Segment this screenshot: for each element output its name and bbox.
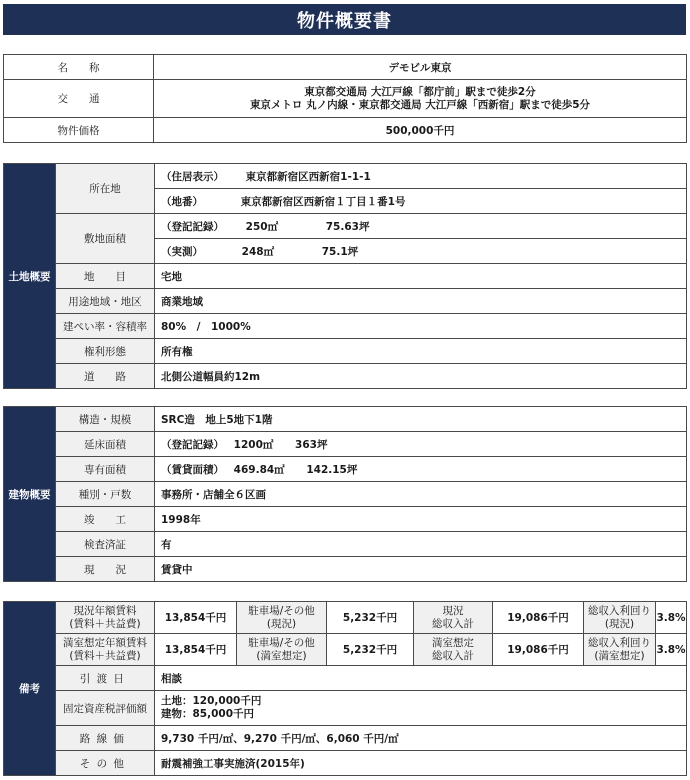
current-rent-label xyxy=(56,602,155,634)
full-income-label xyxy=(414,634,493,666)
other-value: 耐震補強工事実施済(2015年) xyxy=(155,751,687,776)
delivery-label-text: 引渡日 xyxy=(79,672,131,685)
road-label: 道 路 xyxy=(56,364,155,389)
status-label: 現 況 xyxy=(56,557,155,582)
exclusive-tag: （賃貸面積） xyxy=(161,463,224,476)
current-parking-label xyxy=(237,602,327,634)
access-label: 交 通 xyxy=(4,80,154,118)
full-yield-label-line2: (満室想定) xyxy=(594,649,645,662)
full-parking-value: 5,232千円 xyxy=(327,634,414,666)
remarks-table xyxy=(3,601,687,776)
ratio-label: 建ぺい率・容積率 xyxy=(56,314,155,339)
current-income-value: 19,086千円 xyxy=(493,602,584,634)
current-yield-value: 3.8% xyxy=(656,602,687,634)
status-value: 賃貸中 xyxy=(155,557,687,582)
full-rent-label xyxy=(56,634,155,666)
remarks-section-header: 備考 xyxy=(4,602,56,776)
address-value: 東京都新宿区西新宿1-1-1 xyxy=(245,170,371,183)
tax-label: 固定資産税評価額 xyxy=(56,691,155,726)
lot-tag: （地番） xyxy=(161,195,203,208)
tax-building: 建物：85,000千円 xyxy=(161,708,255,720)
access-value xyxy=(154,80,687,118)
name-label: 名 称 xyxy=(4,55,154,80)
land-section-header: 土地概要 xyxy=(4,164,56,389)
land-category-label: 地 目 xyxy=(56,264,155,289)
completed-value: 1998年 xyxy=(155,507,687,532)
registered-tsubo: 75.63坪 xyxy=(325,220,370,233)
floor-area-label: 延床面積 xyxy=(56,432,155,457)
full-income-label-line2: 総収入計 xyxy=(432,649,474,662)
full-yield-label-line1: 総収入利回り xyxy=(588,636,651,649)
rights-value: 所有権 xyxy=(155,339,687,364)
current-parking-value: 5,232千円 xyxy=(327,602,414,634)
zoning-value: 商業地域 xyxy=(155,289,687,314)
route-price-label-text: 路線価 xyxy=(79,732,131,745)
type-label: 種別・戸数 xyxy=(56,482,155,507)
full-income-value: 19,086千円 xyxy=(493,634,584,666)
exclusive-tsubo: 142.15坪 xyxy=(306,463,358,476)
current-income-label-line2: 総収入計 xyxy=(432,617,474,630)
exclusive-area-row xyxy=(155,457,687,482)
current-income-label xyxy=(414,602,493,634)
full-rent-value: 13,854千円 xyxy=(155,634,237,666)
full-parking-label-line2: (満室想定) xyxy=(256,649,307,662)
full-income-label-line1: 満室想定 xyxy=(432,636,474,649)
full-yield-label xyxy=(584,634,656,666)
exclusive-area-label: 専有面積 xyxy=(56,457,155,482)
land-table xyxy=(3,163,687,389)
price-value: 500,000千円 xyxy=(154,118,687,143)
location-label: 所在地 xyxy=(56,164,155,214)
rights-label: 権利形態 xyxy=(56,339,155,364)
current-rent-label-line2: (賃料＋共益費) xyxy=(69,617,141,630)
measured-tsubo: 75.1坪 xyxy=(321,245,359,258)
address-tag: （住居表示） xyxy=(161,170,224,183)
tax-land: 土地：120,000千円 xyxy=(161,695,262,707)
site-area-label: 敷地面積 xyxy=(56,214,155,264)
address-row xyxy=(155,164,687,189)
floor-tsubo: 363坪 xyxy=(295,438,328,451)
lot-row xyxy=(155,189,687,214)
building-table xyxy=(3,406,687,582)
measured-tag: （実測） xyxy=(161,245,203,258)
registered-sqm: 250㎡ xyxy=(245,220,279,233)
lot-value: 東京都新宿区西新宿１丁目１番1号 xyxy=(240,195,406,208)
inspection-label: 検査済証 xyxy=(56,532,155,557)
floor-area-row xyxy=(155,432,687,457)
current-rent-label-line1: 現況年額賃料 xyxy=(73,604,137,617)
ratio-value: 80% / 1000% xyxy=(155,314,687,339)
registered-tag: （登記記録） xyxy=(161,220,224,233)
land-category-value: 宅地 xyxy=(155,264,687,289)
other-label-text: その他 xyxy=(79,757,131,770)
summary-table xyxy=(3,54,687,143)
measured-area-row xyxy=(155,239,687,264)
full-rent-label-line2: (賃料＋共益費) xyxy=(69,649,141,662)
measured-sqm: 248㎡ xyxy=(241,245,275,258)
registered-area-row xyxy=(155,214,687,239)
route-price-label xyxy=(56,726,155,751)
inspection-value: 有 xyxy=(155,532,687,557)
building-section-header: 建物概要 xyxy=(4,407,56,582)
floor-tag: （登記記録） xyxy=(161,438,224,451)
zoning-label: 用途地域・地区 xyxy=(56,289,155,314)
structure-label: 構造・規模 xyxy=(56,407,155,432)
delivery-label xyxy=(56,666,155,691)
current-yield-label-line2: (現況) xyxy=(604,617,635,630)
type-value: 事務所・店舗全６区画 xyxy=(155,482,687,507)
route-price-value: 9,730 千円/㎡、9,270 千円/㎡、6,060 千円/㎡ xyxy=(155,726,687,751)
current-parking-label-line1: 駐車場/その他 xyxy=(248,604,315,617)
full-parking-label xyxy=(237,634,327,666)
current-yield-label xyxy=(584,602,656,634)
full-parking-label-line1: 駐車場/その他 xyxy=(248,636,315,649)
tax-value xyxy=(155,691,687,726)
completed-label: 竣 工 xyxy=(56,507,155,532)
road-value: 北側公道幅員約12m xyxy=(155,364,687,389)
name-value: デモビル東京 xyxy=(154,55,687,80)
current-yield-label-line1: 総収入利回り xyxy=(588,604,651,617)
current-parking-label-line2: (現況) xyxy=(266,617,297,630)
full-rent-label-line1: 満室想定年額賃料 xyxy=(63,636,147,649)
exclusive-sqm: 469.84㎡ xyxy=(233,463,285,476)
current-income-label-line1: 現況 xyxy=(442,604,464,617)
full-yield-value: 3.8% xyxy=(656,634,687,666)
current-rent-value: 13,854千円 xyxy=(155,602,237,634)
access-line-2: 東京メトロ 丸ノ内線・東京都交通局 大江戸線「西新宿」駅まで徒歩5分 xyxy=(249,98,591,111)
document-title: 物件概要書 xyxy=(3,4,686,35)
floor-sqm: 1200㎡ xyxy=(233,438,274,451)
price-label: 物件価格 xyxy=(4,118,154,143)
structure-value: SRC造 地上5地下1階 xyxy=(155,407,687,432)
delivery-value: 相談 xyxy=(155,666,687,691)
access-line-1: 東京都交通局 大江戸線「都庁前」駅まで徒歩2分 xyxy=(304,85,536,98)
other-label xyxy=(56,751,155,776)
